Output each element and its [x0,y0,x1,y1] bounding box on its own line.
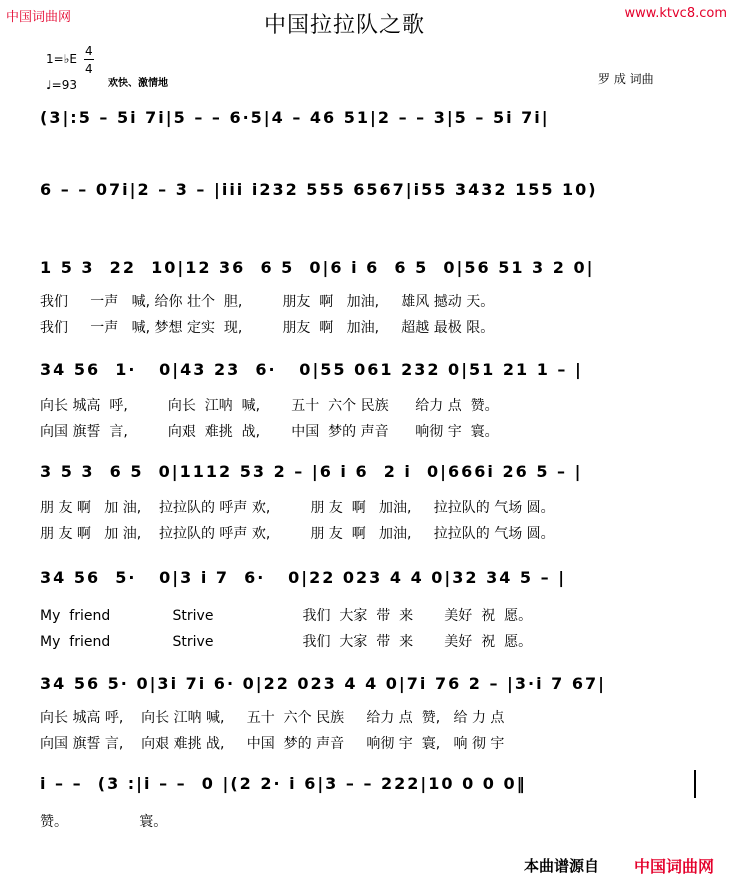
notation-line-8: i – – (3 :|i – – 0 |(2 2· i 6|3 – – 222|10 0 0 0‖ [40,774,527,793]
lyric-line-6-verse-1: My friend Strive 我们 大家 带 来 美好 祝 愿。 [40,608,533,624]
lyric-line-7-verse-1: 向长 城高 呼, 向长 江呐 喊, 五十 六个 民族 给力 点 赞, 给 力 点 [40,710,505,726]
source-site: 中国词曲网 [634,857,715,876]
notation-line-1: (3|:5 – 5i 7i|5 – – 6·5|4 – 46 51|2 – – 3|5 – 5i 7i| [40,108,550,127]
notation-line-6: 34 56 5· 0|3 i 7 6· 0|22 023 4 4 0|32 34 5 – | [40,568,567,587]
source-label: 本曲谱源自 [524,857,600,875]
site-name-left: 中国词曲网 [6,10,72,25]
song-title: 中国拉拉队之歌 [264,13,426,38]
time-signature-rule [84,59,94,60]
lyric-line-5-verse-1: 朋 友 啊 加 油, 拉拉队的 呼声 欢, 朋 友 啊 加油, 拉拉队的 气场 圆。 [40,500,555,516]
notation-line-3: 1 5 3 22 10|12 36 6 5 0|6 i 6 6 5 0|56 51 3 2 0| [40,258,595,277]
final-barline [694,770,696,798]
performance-style: 欢快、激情地 [108,78,168,89]
lyric-line-8-verse-1: 赞。 寰。 [40,814,168,830]
lyric-line-3-verse-1: 我们 一声 喊, 给你 壮个 胆, 朋友 啊 加油, 雄风 撼动 天。 [40,294,495,310]
time-signature-top: 4 [85,44,93,58]
tempo-marking: ♩=93 [46,78,77,92]
lyric-line-3-verse-2: 我们 一声 喊, 梦想 定实 现, 朋友 啊 加油, 超越 最极 限。 [40,320,495,336]
lyric-line-4-verse-1: 向长 城高 呼, 向长 江呐 喊, 五十 六个 民族 给力 点 赞。 [40,398,499,414]
notation-line-4: 34 56 1· 0|43 23 6· 0|55 061 232 0|51 21 1 – | [40,360,583,379]
notation-line-5: 3 5 3 6 5 0|1112 53 2 – |6 i 6 2 i 0|666i 26 5 – | [40,462,583,481]
notation-line-7: 34 56 5· 0|3i 7i 6· 0|22 023 4 4 0|7i 76 2 – |3·i 7 67| [40,674,606,693]
site-url-right: www.ktvc8.com [624,6,727,21]
lyric-line-4-verse-2: 向国 旗誓 言, 向艰 难挑 战, 中国 梦的 声音 响彻 宇 寰。 [40,424,499,440]
lyric-line-7-verse-2: 向国 旗誓 言, 向艰 难挑 战, 中国 梦的 声音 响彻 宇 寰, 响 彻 宇 [40,736,505,752]
lyric-line-6-verse-2: My friend Strive 我们 大家 带 来 美好 祝 愿。 [40,634,533,650]
lyric-line-5-verse-2: 朋 友 啊 加 油, 拉拉队的 呼声 欢, 朋 友 啊 加油, 拉拉队的 气场 圆。 [40,526,555,542]
credits: 罗 成 词曲 [598,72,654,86]
notation-line-2: 6 – – 07i|2 – 3 – |iii i232 555 6567|i55 3432 155 10) [40,180,598,199]
key-signature: 1=♭E [46,52,77,66]
time-signature-bottom: 4 [85,62,93,76]
